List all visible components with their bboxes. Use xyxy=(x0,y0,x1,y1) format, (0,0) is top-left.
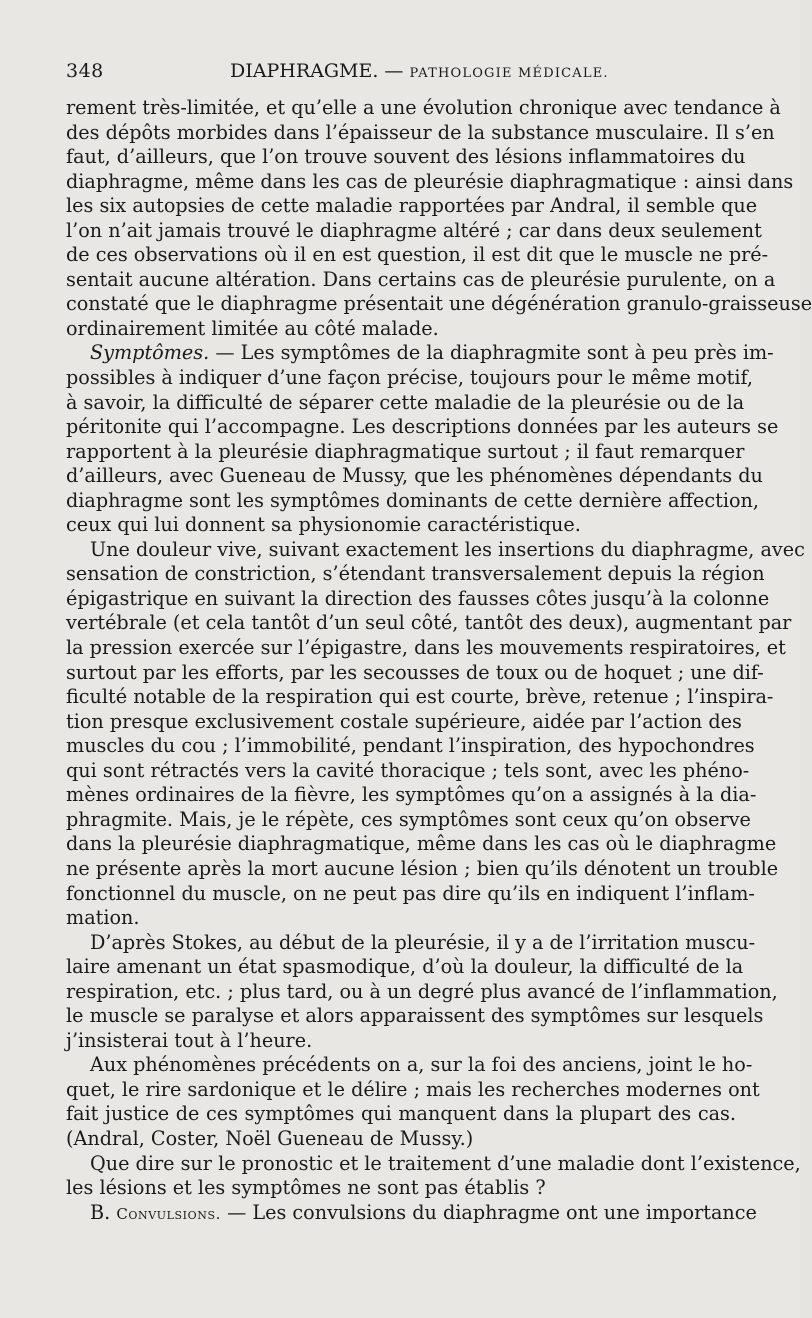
running-head-section: PATHOLOGIE MÉDICALE. xyxy=(409,66,609,81)
text-line: respiration, etc. ; plus tard, ou à un degré plus avancé de l’inflammation, xyxy=(66,979,778,1003)
text-line: la pression exercée sur l’épigastre, dans les mouvements respiratoires, et xyxy=(66,636,786,660)
text-line: péritonite qui l’accompagne. Les descriptions données par les auteurs se xyxy=(66,415,779,439)
text-line: tion presque exclusivement costale supérieure, aidée par l’action des xyxy=(66,709,742,733)
text-line: les lésions et les symptômes ne sont pas établis ? xyxy=(66,1176,546,1200)
page-number: 348 xyxy=(66,60,104,82)
text-line: les six autopsies de cette maladie rapportées par Andral, il semble que xyxy=(66,194,758,218)
text-line: (Andral, Coster, Noël Gueneau de Mussy.) xyxy=(66,1126,474,1150)
section-heading-convulsions: Convulsions. xyxy=(116,1204,221,1223)
text-line: des dépôts morbides dans l’épaisseur de la substance musculaire. Il s’en xyxy=(66,120,775,144)
text-line: muscles du cou ; l’immobilité, pendant l’inspiration, des hypochondres xyxy=(66,734,755,758)
text-line: mènes ordinaires de la fièvre, les symptômes qu’on a assignés à la dia- xyxy=(66,783,757,807)
text-line: j’insisterai tout à l’heure. xyxy=(66,1028,313,1052)
text-line: ceux qui lui donnent sa physionomie caractéristique. xyxy=(66,513,581,537)
text-line: à savoir, la difficulté de séparer cette maladie de la pleurésie ou de la xyxy=(66,390,745,414)
text-line: d’ailleurs, avec Gueneau de Mussy, que les phénomènes dépendants du xyxy=(66,464,763,488)
text-line: fonctionnel du muscle, on ne peut pas dire qu’ils en indiquent l’inflam- xyxy=(66,881,755,905)
text-line: Une douleur vive, suivant exactement les insertions du diaphragme, avec xyxy=(90,537,805,561)
text-line: surtout par les efforts, par les secousses de toux ou de hoquet ; une dif- xyxy=(66,660,764,684)
text-line: ne présente après la mort aucune lésion ; bien qu’ils dénotent un trouble xyxy=(66,856,779,880)
text-line: Que dire sur le pronostic et le traitement d’une maladie dont l’existence, xyxy=(90,1151,801,1175)
text-line xyxy=(66,341,774,366)
text-line: l’on n’ait jamais trouvé le diaphragme altéré ; car dans deux seulement xyxy=(66,218,762,242)
text-line: ordinairement limitée au côté malade. xyxy=(66,316,439,340)
section-heading-symptomes: Symptômes. xyxy=(90,341,210,365)
text-line: sensation de constriction, s’étendant transversalement depuis la région xyxy=(66,562,765,586)
text-line: diaphragme, même dans les cas de pleurésie diaphragmatique : ainsi dans xyxy=(66,169,794,193)
running-head-title: DIAPHRAGME. — xyxy=(230,60,410,82)
text-line: qui sont rétractés vers la cavité thoracique ; tels sont, avec les phéno- xyxy=(66,758,750,782)
text-line xyxy=(66,1200,757,1226)
text-line: quet, le rire sardonique et le délire ; mais les recherches modernes ont xyxy=(66,1077,760,1101)
text-line: possibles à indiquer d’une façon précise, toujours pour le même motif, xyxy=(66,366,754,390)
text-line: laire amenant un état spasmodique, d’où la douleur, la difficulté de la xyxy=(66,955,744,979)
running-head xyxy=(230,60,609,82)
text-line: dans la pleurésie diaphragmatique, même dans les cas où le diaphragme xyxy=(66,832,777,856)
text-line: fait justice de ces symptômes qui manquent dans la plupart des cas. xyxy=(66,1102,736,1126)
text-line: mation. xyxy=(66,906,140,930)
page-header xyxy=(66,60,736,88)
text-run: — Les convulsions du diaphragme ont une importance xyxy=(220,1200,757,1224)
text-line: constaté que le diaphragme présentait une dégénération granulo-graisseuse xyxy=(66,292,812,316)
text-line: de ces observations où il en est question, il est dit que le muscle ne pré- xyxy=(66,243,769,267)
text-line: épigastrique en suivant la direction des fausses côtes jusqu’à la colonne xyxy=(66,586,770,610)
text-line: rapportent à la pleurésie diaphragmatique surtout ; il faut remarquer xyxy=(66,439,745,463)
text-line: phragmite. Mais, je le répète, ces symptômes sont ceux qu’on observe xyxy=(66,807,751,831)
body-text xyxy=(66,96,812,1225)
text-line: D’après Stokes, au début de la pleurésie, il y a de l’irritation muscu- xyxy=(90,930,756,954)
text-line: le muscle se paralyse et alors apparaissent des symptômes sur lesquels xyxy=(66,1004,764,1028)
text-line: vertébrale (et cela tantôt d’un seul côté, tantôt des deux), augmentant par xyxy=(66,611,792,635)
text-run: — Les symptômes de la diaphragmite sont à peu près im- xyxy=(209,341,774,365)
text-line: faut, d’ailleurs, que l’on trouve souvent des lésions inflammatoires du xyxy=(66,145,746,169)
text-line: sentait aucune altération. Dans certains cas de pleurésie purulente, on a xyxy=(66,267,776,291)
section-marker: B. xyxy=(90,1200,117,1224)
text-line: Aux phénomènes précédents on a, sur la foi des anciens, joint le ho- xyxy=(90,1053,753,1077)
text-line: ficulté notable de la respiration qui est courte, brève, retenue ; l’inspira- xyxy=(66,685,774,709)
text-line: rement très-limitée, et qu’elle a une évolution chronique avec tendance à xyxy=(66,96,781,119)
text-line: diaphragme sont les symptômes dominants de cette dernière affection, xyxy=(66,488,759,512)
